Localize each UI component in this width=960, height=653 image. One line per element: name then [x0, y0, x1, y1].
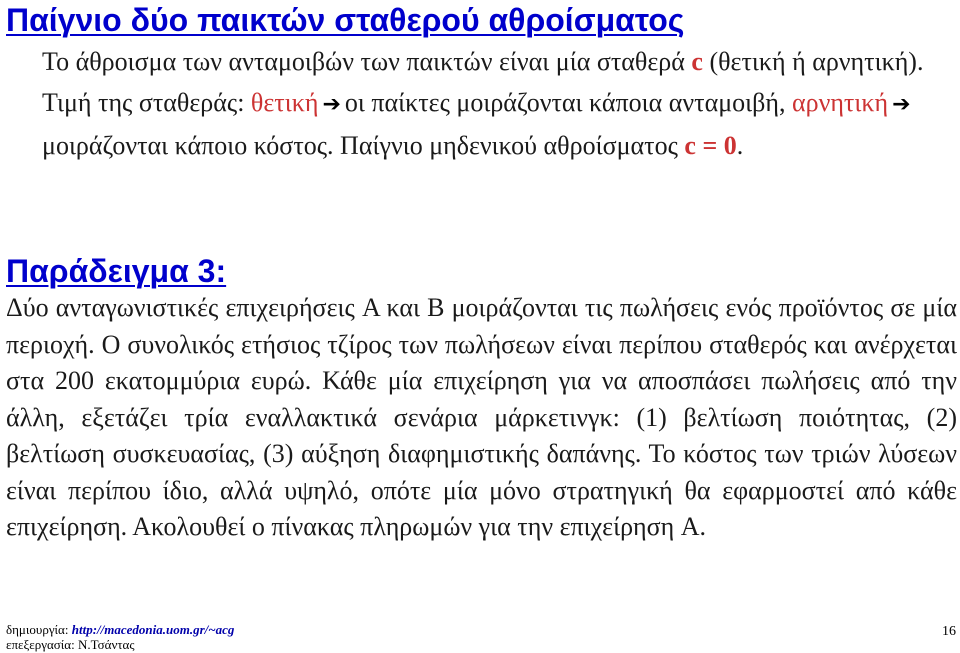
text-segment: Το άθροισμα των ανταμοιβών των παικτών είναι μία σταθερά	[42, 47, 692, 76]
example-heading: Παράδειγμα 3:	[6, 253, 227, 289]
example-paragraph: Δύο ανταγωνιστικές επιχειρήσεις A και B μοιράζονται τις πωλήσεις ενός προϊόντος σε μία περιοχή. Ο συνολικός ετήσιος τζίρος των πωλήσεων είναι περίπου σταθερός και ανέρχεται στα 200 εκατομμύρια ευρώ. Κάθε μία επιχείρηση για να αποσπάσει πωλήσεις από την άλλη, εξετάζει τρία εναλλακτικά σενάρια μάρκετινγκ: (1) βελτίωση ποιότητας, (2) βελτίωση συσκευασίας, (3) αύξηση διαφημιστικής δαπάνης. Το κόστος των τριών λύσεων είναι περίπου ίδιο, αλλά υψηλό, οπότε μία μόνο στρατηγική θα εφαρμοστεί από κάθε επιχείρηση. Ακολουθεί ο πίνακας πληρωμών για την επιχείρηση A.	[6, 293, 957, 541]
positive-term: θετική	[250, 88, 319, 117]
page-number: 16	[942, 624, 956, 639]
arrow-right-icon: ➔	[322, 92, 341, 117]
footer-url-link[interactable]: http://macedonia.uom.gr/~acg	[71, 622, 235, 637]
text-segment: οι παίκτες μοιράζονται κάποια ανταμοιβή,	[344, 88, 792, 117]
negative-term: αρνητική	[791, 88, 889, 117]
arrow-right-icon: ➔	[892, 92, 911, 117]
section-heading: Παίγνιο δύο παικτών σταθερού αθροίσματος	[6, 2, 685, 38]
constant-c: c	[691, 47, 703, 76]
footer	[6, 622, 234, 652]
text-segment: .	[736, 131, 744, 160]
text-segment: (θετική ή αρνητική). Τιμή της σταθεράς:	[42, 47, 924, 117]
footer-edited: επεξεργασία: Ν.Τσάντας	[6, 637, 135, 652]
footer-created	[6, 622, 234, 637]
definition-paragraph	[42, 41, 957, 166]
text-segment: μοιράζονται κάποιο κόστος. Παίγνιο μηδενικού αθροίσματος	[42, 131, 685, 160]
footer-created-label: δημιουργία:	[6, 622, 72, 637]
zero-sum-formula: c = 0	[684, 131, 737, 160]
